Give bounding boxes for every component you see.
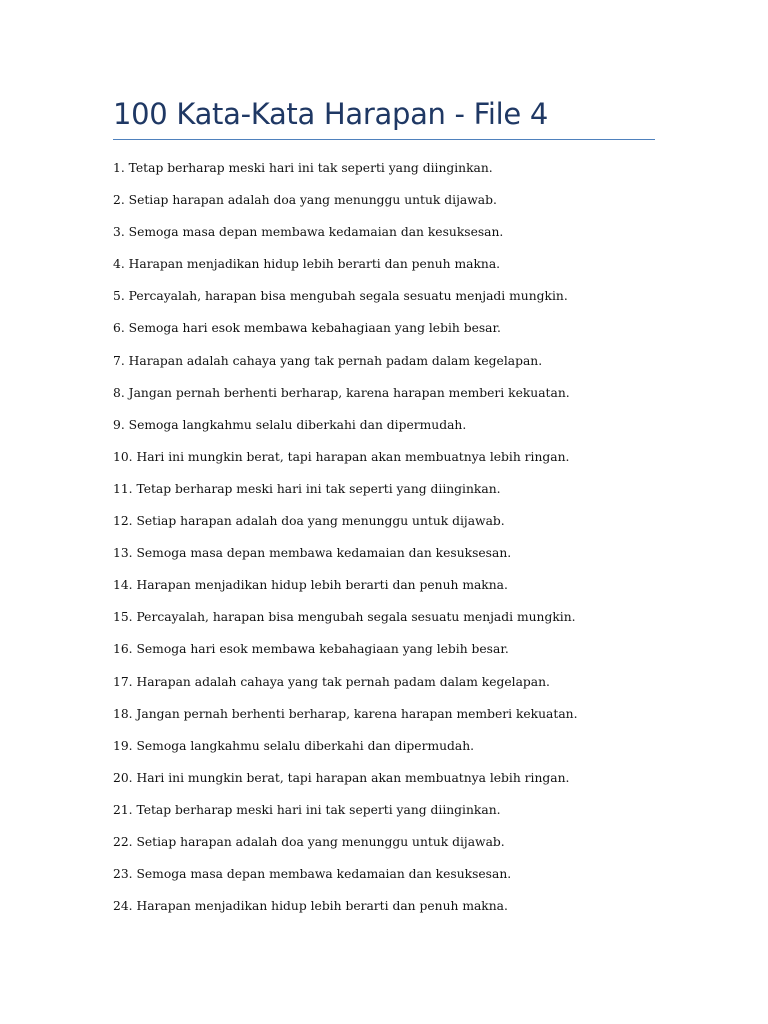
list-item: 24. Harapan menjadikan hidup lebih berarti dan penuh makna. <box>113 899 508 914</box>
list-item: 6. Semoga hari esok membawa kebahagiaan yang lebih besar. <box>113 321 501 336</box>
list-item: 23. Semoga masa depan membawa kedamaian dan kesuksesan. <box>113 867 512 882</box>
title-underline <box>113 139 655 140</box>
list-item: 21. Tetap berharap meski hari ini tak seperti yang diinginkan. <box>113 802 501 817</box>
list-item: 22. Setiap harapan adalah doa yang menunggu untuk dijawab. <box>113 834 505 849</box>
list-item: 15. Percayalah, harapan bisa mengubah segala sesuatu menjadi mungkin. <box>113 610 576 625</box>
list-item: 7. Harapan adalah cahaya yang tak pernah padam dalam kegelapan. <box>113 353 543 368</box>
list-item: 16. Semoga hari esok membawa kebahagiaan yang lebih besar. <box>113 642 509 657</box>
list-item: 20. Hari ini mungkin berat, tapi harapan akan membuatnya lebih ringan. <box>113 770 570 785</box>
list-item: 4. Harapan menjadikan hidup lebih berarti dan penuh makna. <box>113 257 501 272</box>
list-item: 11. Tetap berharap meski hari ini tak seperti yang diinginkan. <box>113 481 501 496</box>
list-item: 18. Jangan pernah berhenti berharap, karena harapan memberi kekuatan. <box>113 706 578 721</box>
list-item: 2. Setiap harapan adalah doa yang menunggu untuk dijawab. <box>113 193 497 208</box>
quote-list <box>113 158 577 928</box>
document-title: 100 Kata-Kata Harapan - File 4 <box>113 97 549 131</box>
list-item: 17. Harapan adalah cahaya yang tak pernah padam dalam kegelapan. <box>113 674 550 689</box>
list-item: 14. Harapan menjadikan hidup lebih berarti dan penuh makna. <box>113 578 508 593</box>
list-item: 19. Semoga langkahmu selalu diberkahi dan dipermudah. <box>113 738 475 753</box>
list-item: 10. Hari ini mungkin berat, tapi harapan akan membuatnya lebih ringan. <box>113 449 570 464</box>
list-item: 5. Percayalah, harapan bisa mengubah segala sesuatu menjadi mungkin. <box>113 289 568 304</box>
list-item: 12. Setiap harapan adalah doa yang menunggu untuk dijawab. <box>113 514 505 529</box>
list-item: 1. Tetap berharap meski hari ini tak seperti yang diinginkan. <box>113 161 493 175</box>
list-item: 3. Semoga masa depan membawa kedamaian dan kesuksesan. <box>113 225 504 240</box>
list-item: 13. Semoga masa depan membawa kedamaian dan kesuksesan. <box>113 546 512 561</box>
list-item: 9. Semoga langkahmu selalu diberkahi dan dipermudah. <box>113 417 467 432</box>
list-item: 8. Jangan pernah berhenti berharap, karena harapan memberi kekuatan. <box>113 385 570 400</box>
